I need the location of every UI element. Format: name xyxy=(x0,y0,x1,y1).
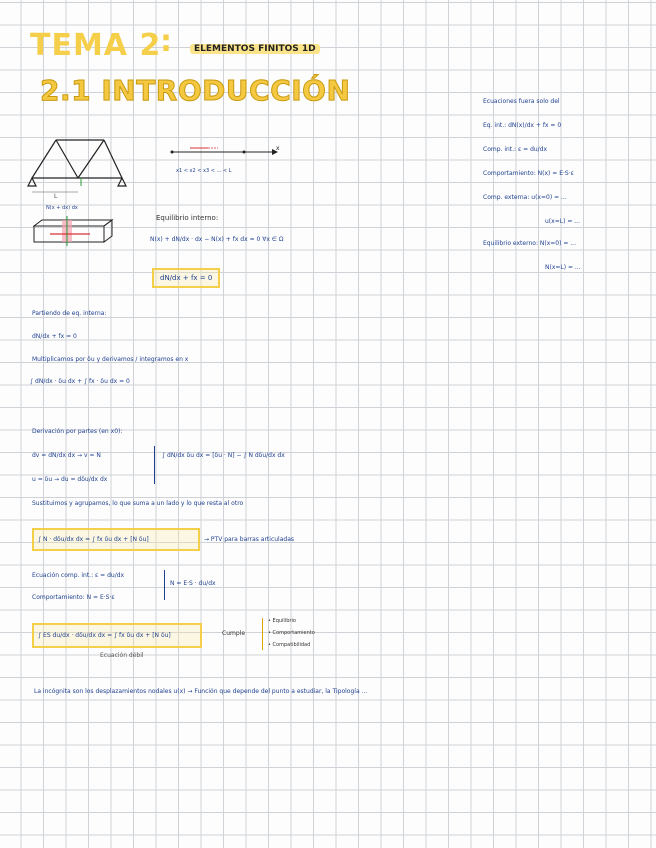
cumple-divider xyxy=(262,618,263,650)
parts-divider xyxy=(154,446,155,484)
partiendo-text: Partiendo de eq. interna: xyxy=(32,310,107,317)
right-eq6: Equilibrio externo: N(x=0) = ... xyxy=(483,240,576,247)
eq-a: dN/dx + fx = 0 xyxy=(32,333,77,340)
result-n: N = E·S · du/dx xyxy=(170,580,216,587)
right-eq2: Comp. int.: ε = du/dx xyxy=(483,146,548,153)
right-eq3: Comportamiento: N(x) = E·S·ε xyxy=(483,170,574,177)
ptv-text: → PTV para barras articuladas xyxy=(204,536,295,543)
section-title: 2.1 INTRODUCCIÓN xyxy=(40,74,351,107)
bullet-2: • Comportamiento xyxy=(268,630,315,636)
right-eq5: u(x=L) = ... xyxy=(545,218,580,225)
tema-colon: : xyxy=(160,24,173,59)
truss-length-label: L xyxy=(54,193,58,200)
equilibrio-boxed-eq: dN/dx + fx = 0 xyxy=(152,268,220,288)
slice-label: N(x + dx) dx xyxy=(46,205,78,211)
truss-diagram xyxy=(26,130,136,200)
cumple-text: Cumple xyxy=(222,630,246,637)
comp-divider xyxy=(164,570,165,600)
parts-1: dv = dN/dx dx → v = N xyxy=(32,452,101,459)
equilibrio-eq: N(x) + dN/dx · dx − N(x) + fx dx = 0 ∀x ∈ Ω xyxy=(150,236,284,243)
right-eq4: Comp. externa: u(x=0) = ... xyxy=(483,194,567,201)
tema-subtitle: ELEMENTOS FINITOS 1D xyxy=(190,44,320,54)
derivacion-text: Derivación por partes (en x0): xyxy=(32,428,123,435)
multiplicamos-text: Multiplicamos por δu y derivamos / integramos en x xyxy=(32,356,189,363)
parts-2: u = δu → du = dδu/dx dx xyxy=(32,476,108,483)
bar-axis-diagram xyxy=(168,140,283,164)
footnote: Ecuación débil xyxy=(100,652,144,659)
bottom-line: La incógnita son los desplazamientos nodales u(x) → Función que depende del punto a estudiar, la Tipología ... xyxy=(34,688,368,695)
axis-x-label: x xyxy=(276,145,280,152)
right-eq7: N(x=L) = ... xyxy=(545,264,581,271)
bullet-3: • Compatibilidad xyxy=(268,642,311,648)
bar-caption: x1 < x2 < x3 < ... < L xyxy=(176,168,232,174)
tema-title: TEMA 2 xyxy=(30,28,162,63)
comportamiento-text: Comportamiento: N = E·S·ε xyxy=(32,594,115,601)
beam-slice-diagram xyxy=(30,214,120,248)
weak-form-box: ∫ N · dδu/dx dx = ∫ fx δu dx + [N δu] xyxy=(32,528,200,551)
bullet-1: • Equilibrio xyxy=(268,618,296,624)
parts-3: ∫ dN/dx δu dx = [δu · N] − ∫ N dδu/dx dx xyxy=(162,452,285,459)
integral-eq: ∫ dN/dx · δu dx + ∫ fx · δu dx = 0 xyxy=(30,378,130,385)
sustituimos-text: Sustituimos y agrupamos, lo que suma a un lado y lo que resta al otro xyxy=(32,500,244,507)
final-eq-box: ∫ ES du/dx · dδu/dx dx = ∫ fx δu dx + [N δu] xyxy=(32,623,202,648)
right-title: Ecuaciones fuera solo del xyxy=(483,98,560,105)
right-eq1: Eq. int.: dN(x)/dx + fx = 0 xyxy=(483,122,562,129)
equilibrio-title: Equilibrio interno: xyxy=(156,214,219,222)
ecuac-comp-text: Ecuación comp. int.: ε = du/dx xyxy=(32,572,125,579)
